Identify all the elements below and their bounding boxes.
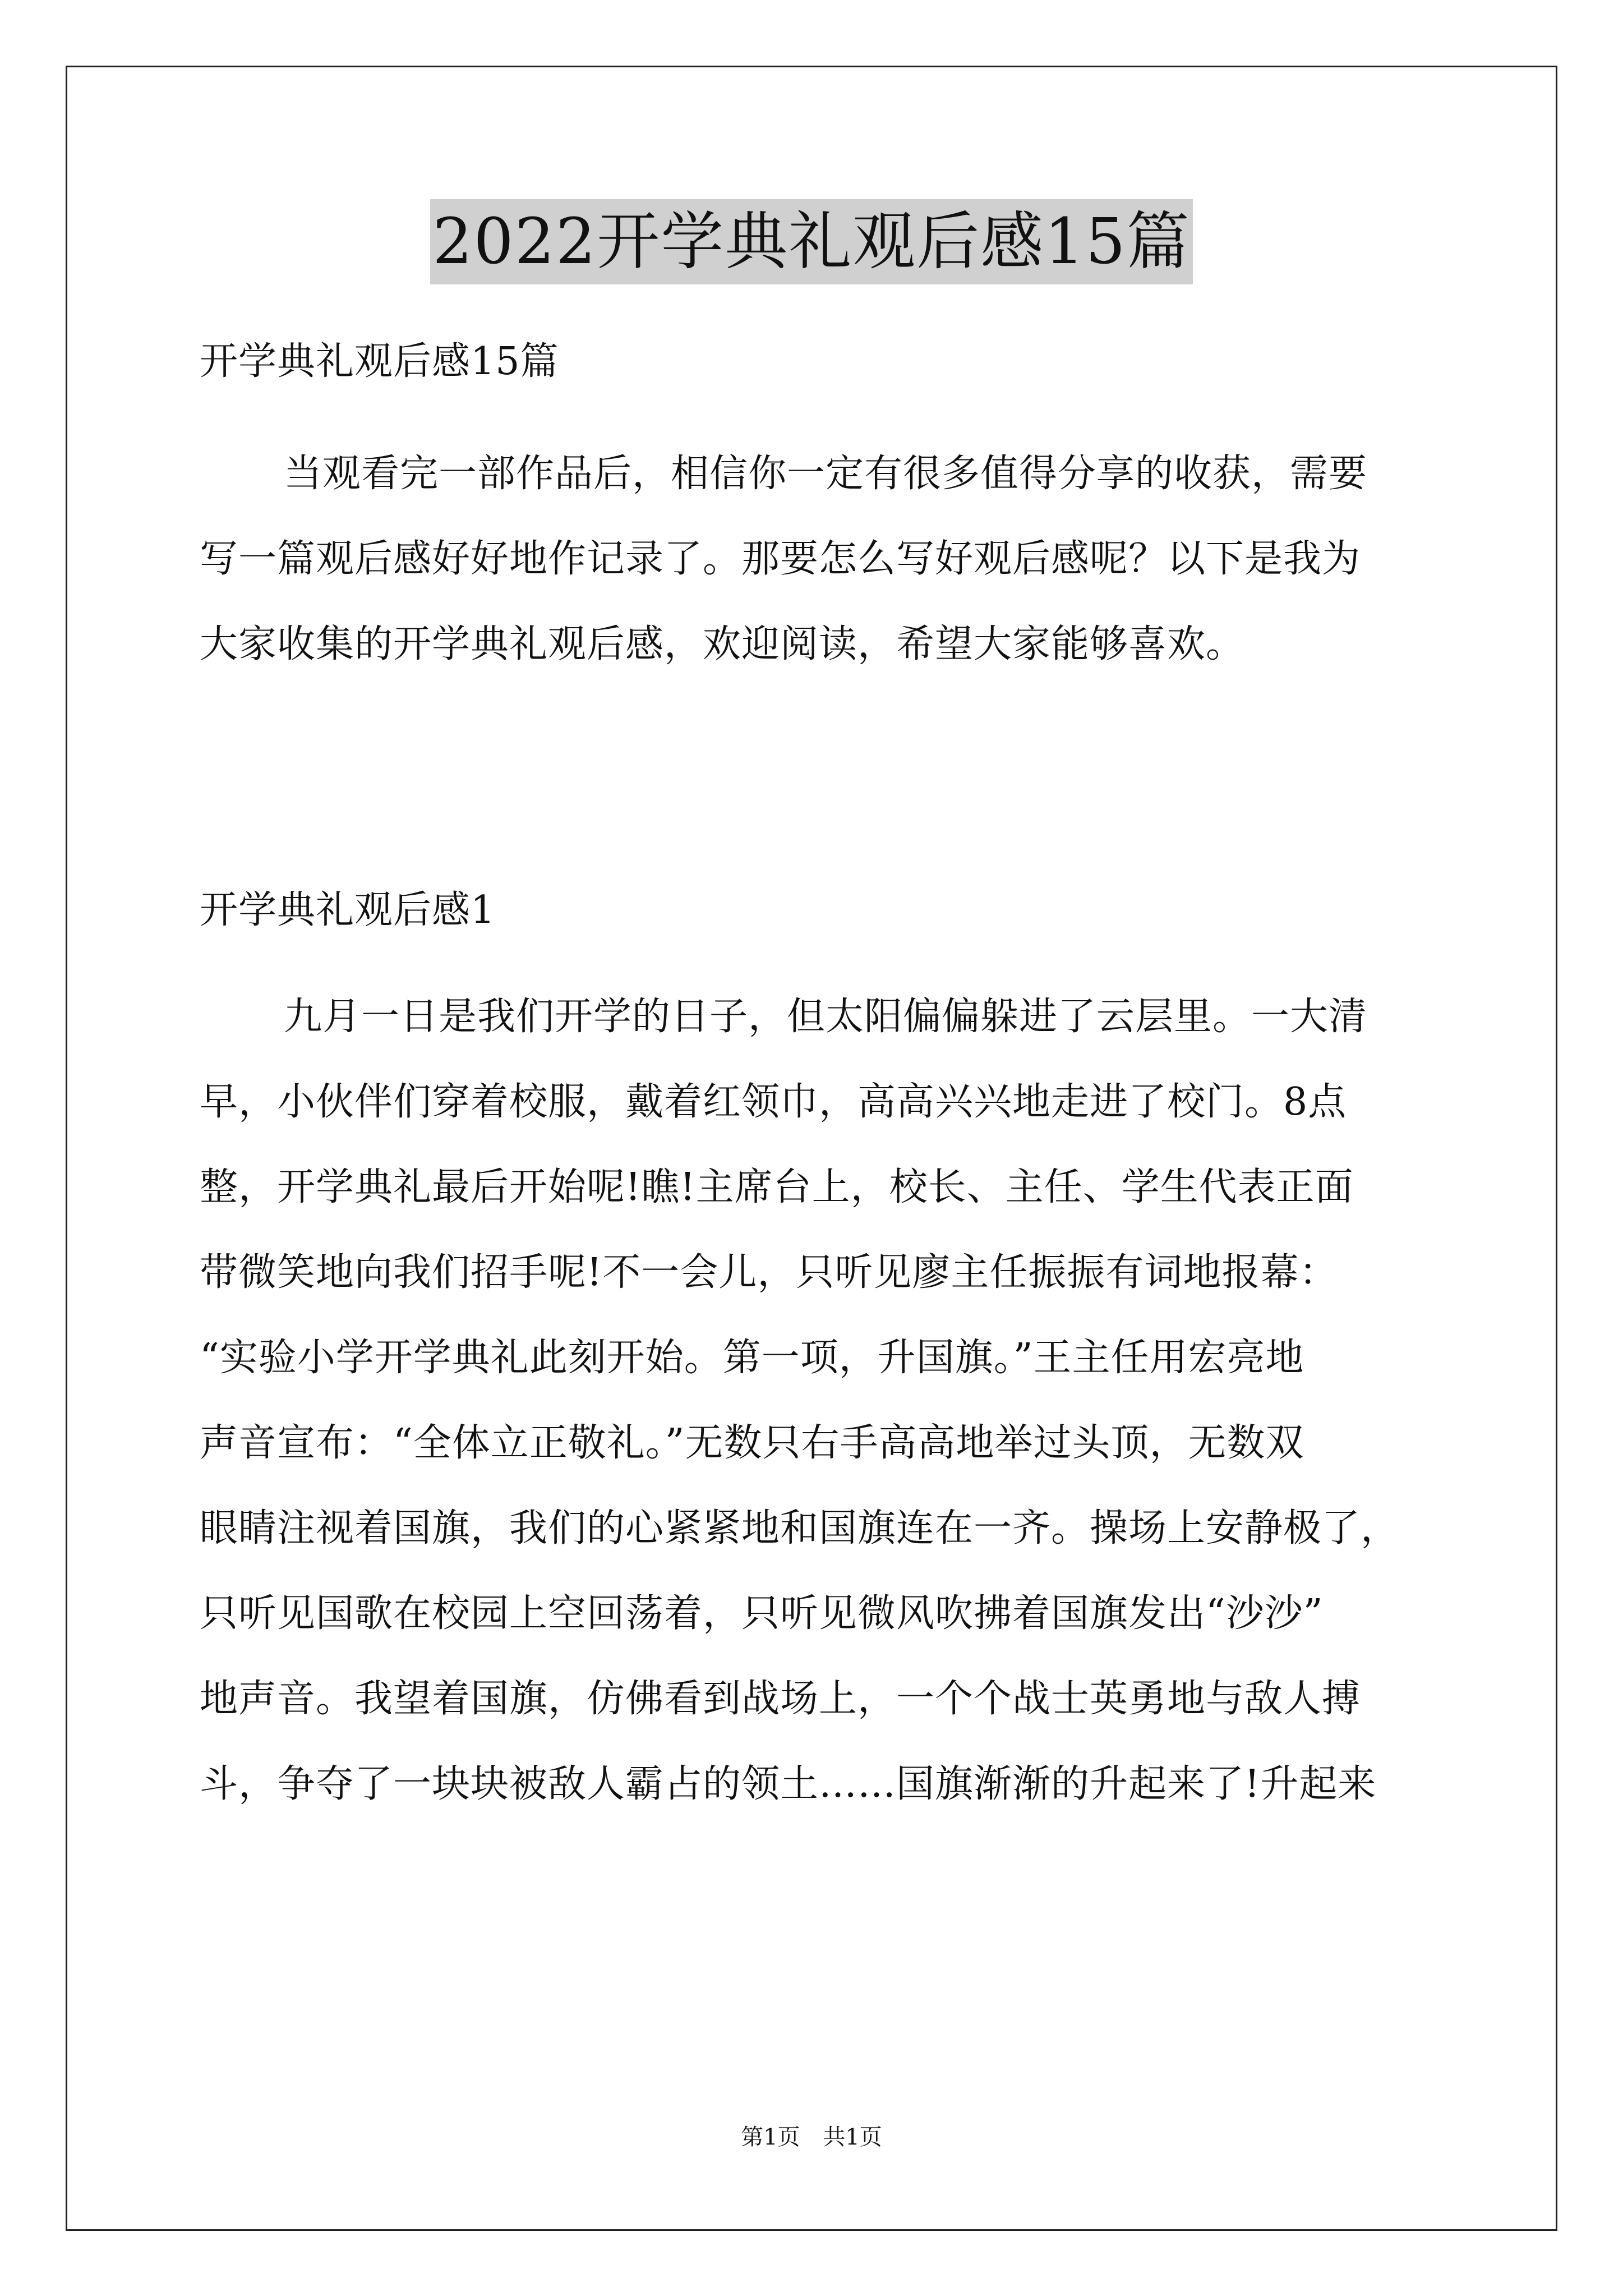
body-line: 带微笑地向我们招手呢!不一会儿，只听见廖主任振振有词地报幕： bbox=[200, 1250, 1338, 1295]
body-line: 斗，争夺了一块块被敌人霸占的领土……国旗渐渐的升起来了!升起来 bbox=[200, 1762, 1377, 1806]
page-footer bbox=[0, 2123, 1623, 2151]
body-line: 眼睛注视着国旗，我们的心紧紧地和国旗连在一齐。操场上安静极了， bbox=[200, 1506, 1400, 1550]
body-line: 九月一日是我们开学的日子，但太阳偏偏躲进了云层里。一大清 bbox=[284, 995, 1368, 1039]
page-border bbox=[66, 66, 1557, 2231]
page-total: 共1页 bbox=[823, 2124, 882, 2150]
intro-line: 当观看完一部作品后，相信你一定有很多值得分享的收获，需要 bbox=[284, 452, 1368, 496]
body-line: 地声音。我望着国旗，仿佛看到战场上，一个个战士英勇地与敌人搏 bbox=[200, 1677, 1361, 1721]
body-line: “实验小学开学典礼此刻开始。第一项，升国旗。”王主任用宏亮地 bbox=[200, 1336, 1304, 1380]
body-line: 早，小伙伴们穿着校服，戴着红领巾，高高兴兴地走进了校门。8点 bbox=[200, 1080, 1347, 1124]
intro-line: 大家收集的开学典礼观后感，欢迎阅读，希望大家能够喜欢。 bbox=[200, 622, 1245, 666]
document-subtitle: 开学典礼观后感15篇 bbox=[200, 339, 559, 384]
page-number: 第1页 bbox=[741, 2124, 800, 2150]
section-heading: 开学典礼观后感1 bbox=[200, 888, 496, 932]
body-line: 只听见国歌在校园上空回荡着，只听见微风吹拂着国旗发出“沙沙” bbox=[200, 1591, 1324, 1636]
title-container bbox=[0, 199, 1623, 284]
body-line: 声音宣布：“全体立正敬礼。”无数只右手高高地举过头顶，无数双 bbox=[200, 1421, 1304, 1465]
intro-line: 写一篇观后感好好地作记录了。那要怎么写好观后感呢？以下是我为 bbox=[200, 537, 1361, 581]
document-title: 2022开学典礼观后感15篇 bbox=[430, 199, 1193, 284]
body-line: 整，开学典礼最后开始呢!瞧!主席台上，校长、主任、学生代表正面 bbox=[200, 1165, 1354, 1209]
